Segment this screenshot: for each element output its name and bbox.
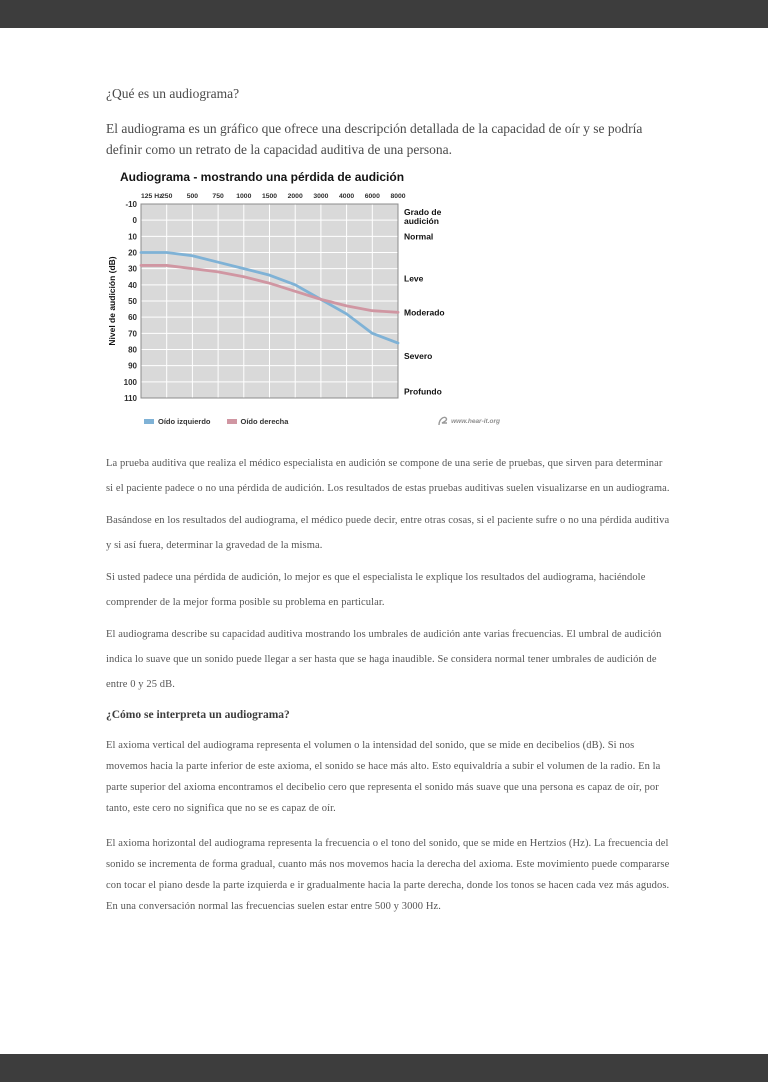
viewer-top-bar [0,0,768,28]
paragraph: Si usted padece una pérdida de audición, lo mejor es que el especialista le explique los resultados del audiograma, haciéndole comprender de la mejor forma posible su problema en particular. [106,572,646,608]
freq-tick-label: 6000 [364,193,380,200]
freq-tick-label: 4000 [339,193,355,200]
y-tick-label: 60 [128,313,137,323]
document-page [0,28,768,1054]
freq-tick-label: 1000 [236,193,252,200]
page-title: ¿Qué es un audiograma? [106,86,240,101]
y-tick-label: 80 [128,345,137,355]
y-tick-label: 70 [128,329,137,339]
paragraph: Basándose en los resultados del audiograma, el médico puede decir, entre otras cosas, si el paciente sufre o no una pérdida auditiva y si así fuera, determinar la gravedad de la misma. [106,515,670,551]
paragraph: El audiograma describe su capacidad auditiva mostrando los umbrales de audición ante varias frecuencias. El umbral de audición indica lo suave que un sonido puede llegar a ser hasta que se haga inaudible. Se considera normal tener umbrales de audición de entre 0 y 25 dB. [106,629,662,690]
hear-it-watermark [437,415,500,427]
section2-paragraphs [106,735,672,917]
legend-swatch [144,419,154,424]
grade-label: Leve [404,273,424,284]
y-tick-label: 100 [123,377,137,387]
paragraph: La prueba auditiva que realiza el médico especialista en audición se compone de una serie de pruebas, que sirven para determinar si el paciente padece o no una pérdida de audición. Los resultados de estas pruebas auditivas suelen visualizarse en un audiograma. [106,458,670,494]
freq-tick-label: 2000 [287,193,303,200]
legend-label: Oído derecha [240,416,289,426]
audiogram-chart [106,188,462,408]
grade-label: Grado de audición [404,207,442,227]
freq-tick-label: 3000 [313,193,329,200]
freq-tick-label: 125 Hz [141,193,163,200]
legend-swatch [227,419,237,424]
y-tick-label: -10 [125,200,137,209]
y-axis-label: Nivel de audición (dB) [107,256,117,346]
legend-label: Oído izquierdo [158,416,211,426]
freq-tick-label: 750 [212,193,224,200]
y-tick-label: 50 [128,297,137,306]
y-tick-label: 40 [128,280,137,290]
y-tick-label: 30 [128,264,137,274]
intro-paragraph: El audiograma es un gráfico que ofrece una descripción detallada de la capacidad de oír y se podría definir como un retrato de la capacidad auditiva de una persona. [106,121,643,157]
paragraph: El axioma vertical del audiograma representa el volumen o la intensidad del sonido, que se mide en decibelios (dB). Si nos movemos hacia la parte inferior de este axioma, el sonido se hace más alto. Esto equivaldría a subir el volumen de la radio. En la parte superior del axioma encontramos el decibelio cero que representa el sonido más suave que una persona es capaz de oír, por tanto, este cero no significa que no se es capaz de oír. [106,740,661,814]
watermark-text: www.hear-it.org [451,417,500,425]
y-tick-label: 90 [128,361,137,371]
hear-it-logo-icon [437,415,449,427]
freq-tick-label: 500 [186,193,199,200]
paragraph: El axioma horizontal del audiograma representa la frecuencia o el tono del sonido, que se mide en Hertzios (Hz). La frecuencia del sonido se incrementa de forma gradual, cuanto más nos movemos hacia la derecha del axioma. Este movimiento puede compararse con tocar el piano desde la parte izquierda e ir gradualmente hacia la parte derecha, donde los tonos se hacen cada vez más agudos. En una conversación normal las frecuencias suelen estar entre 500 y 3000 Hz. [106,838,670,912]
legend-items [144,417,288,426]
grade-label: Severo [404,350,433,361]
y-tick-label: 10 [128,232,137,242]
freq-tick-label: 8000 [390,193,406,200]
viewer-bottom-bar [0,1054,768,1082]
freq-tick-label: 1500 [261,193,278,200]
y-tick-label: 20 [128,248,137,258]
audiogram-figure [106,170,672,427]
grade-label: Profundo [404,386,442,397]
section-heading: ¿Cómo se interpreta un audiograma? [106,709,290,721]
y-tick-label: 0 [132,216,137,226]
legend-item [144,417,211,426]
body-paragraphs [106,451,672,697]
legend-item [227,417,289,426]
chart-legend [106,415,500,427]
grade-label: Normal [404,231,434,242]
chart-title: Audiograma - mostrando una pérdida de audición [120,170,405,184]
freq-tick-label: 250 [161,193,173,200]
y-tick-label: 110 [124,394,137,403]
grade-label: Moderado [404,307,445,318]
